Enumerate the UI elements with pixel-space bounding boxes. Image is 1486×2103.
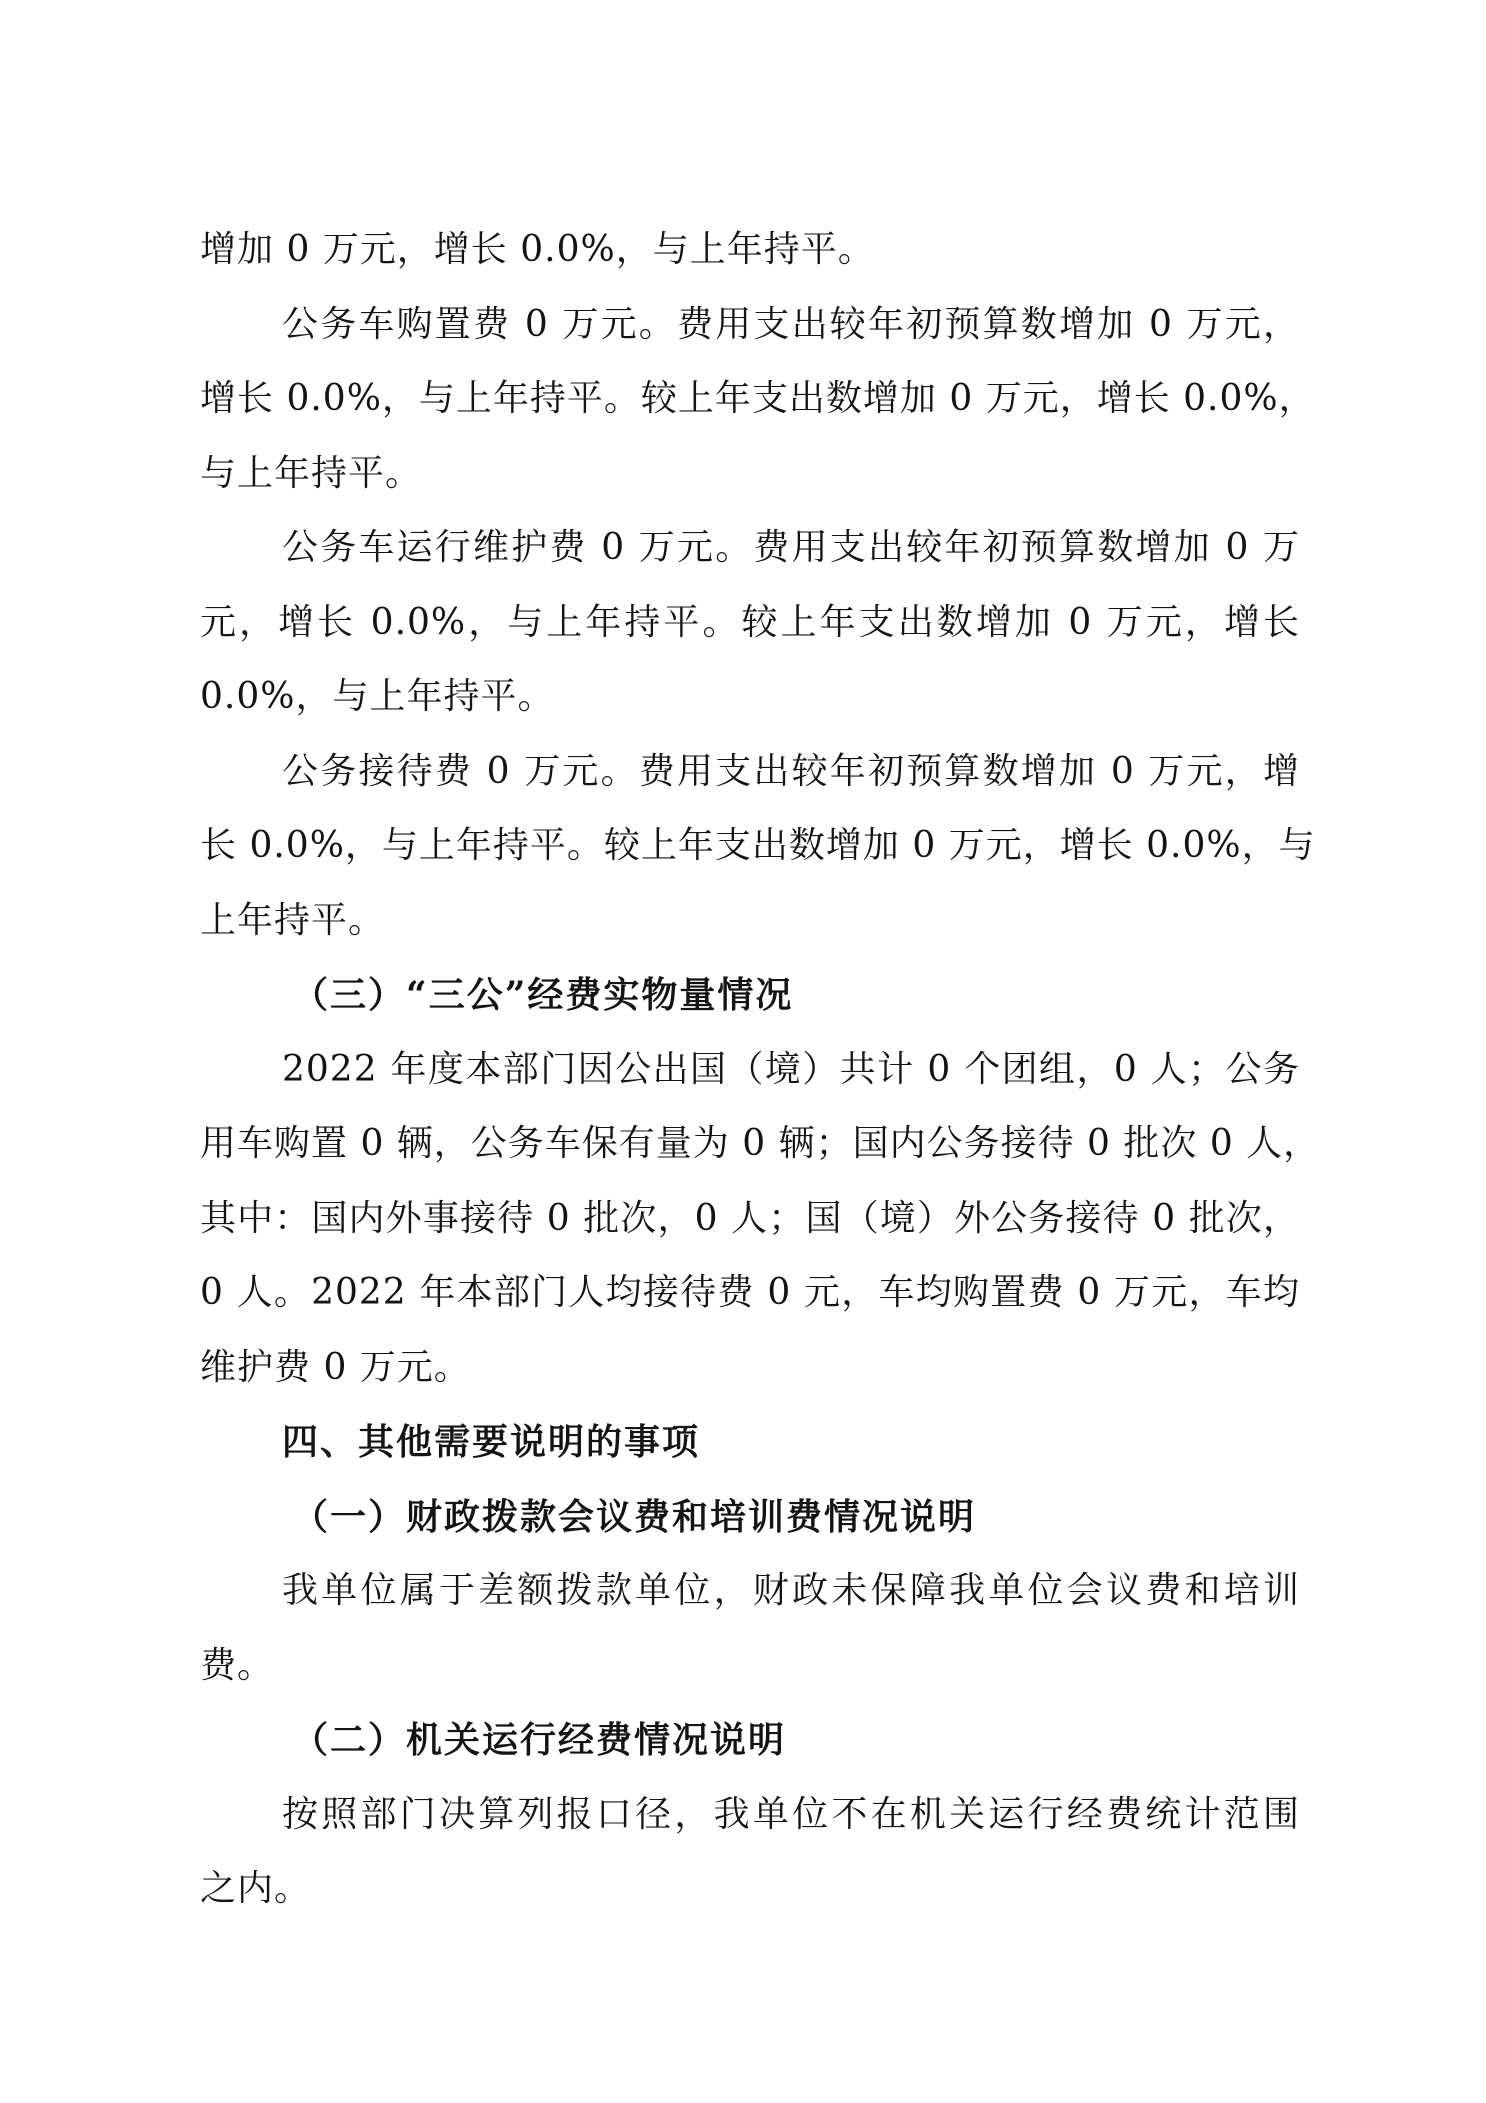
paragraph-line: 增加 0 万元，增长 0.0%，与上年持平。 <box>200 229 875 270</box>
paragraph-line: 2022 年度本部门因公出国（境）共计 0 个团组，0 人；公务 <box>282 1048 1300 1090</box>
chapter-heading: 四、其他需要说明的事项 <box>282 1421 701 1463</box>
document-body <box>200 213 1321 1927</box>
section-heading: （一）财政拨款会议费和培训费情况说明 <box>292 1495 977 1538</box>
paragraph-line: 元，增长 0.0%，与上年持平。较上年支出数增加 0 万元，增长 <box>200 601 1300 643</box>
paragraph-line: 费。 <box>200 1644 275 1686</box>
paragraph-line: 与上年持平。 <box>200 452 423 494</box>
paragraph-line: 按照部门决算列报口径，我单位不在机关运行经费统计范围 <box>282 1793 1300 1835</box>
paragraph-line: 用车购置 0 辆，公务车保有量为 0 辆；国内公务接待 0 批次 0 人， <box>200 1123 1321 1164</box>
section-heading: （三）“三公”经费实物量情况 <box>292 974 794 1016</box>
paragraph-line: 公务接待费 0 万元。费用支出较年初预算数增加 0 万元，增 <box>282 750 1300 792</box>
paragraph-line: 公务车购置费 0 万元。费用支出较年初预算数增加 0 万元， <box>282 303 1300 345</box>
paragraph-line: 0 人。2022 年本部门人均接待费 0 元，车均购置费 0 万元，车均 <box>200 1272 1300 1313</box>
paragraph-line: 上年持平。 <box>200 899 386 941</box>
paragraph-line: 其中：国内外事接待 0 批次，0 人；国（境）外公务接待 0 批次， <box>200 1197 1300 1239</box>
paragraph-line: 0.0%，与上年持平。 <box>200 676 555 717</box>
section-heading: （二）机关运行经费情况说明 <box>292 1719 787 1761</box>
paragraph-line: 长 0.0%，与上年持平。较上年支出数增加 0 万元，增长 0.0%，与 <box>200 825 1316 866</box>
paragraph-line: 之内。 <box>200 1868 312 1909</box>
paragraph-line: 公务车运行维护费 0 万元。费用支出较年初预算数增加 0 万 <box>282 527 1300 568</box>
paragraph-line: 增长 0.0%，与上年持平。较上年支出数增加 0 万元，增长 0.0%， <box>200 378 1316 419</box>
paragraph-line: 我单位属于差额拨款单位，财政未保障我单位会议费和培训 <box>282 1570 1300 1611</box>
paragraph-line: 维护费 0 万元。 <box>200 1346 471 1388</box>
